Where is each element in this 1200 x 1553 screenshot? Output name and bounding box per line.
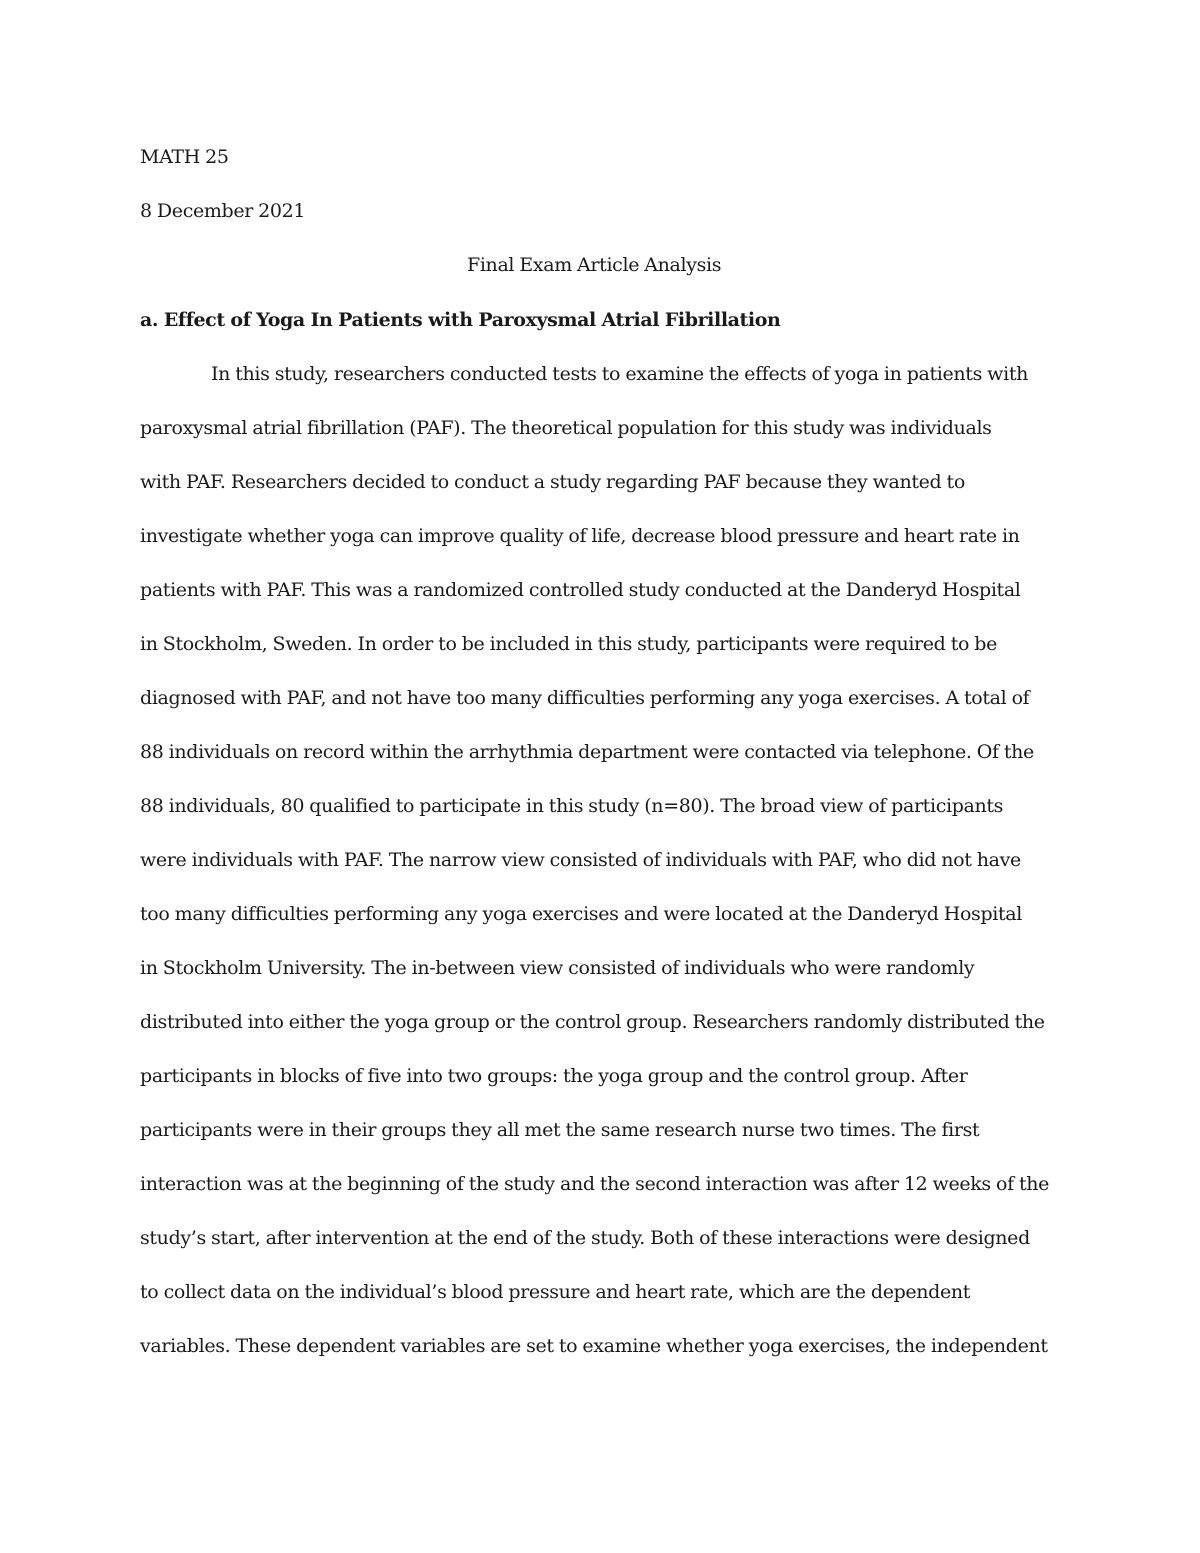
document-date: 8 December 2021	[140, 200, 306, 222]
section-heading: a. Effect of Yoga In Patients with Paroxysmal Atrial Fibrillation	[140, 309, 781, 331]
paragraph-line: paroxysmal atrial fibrillation (PAF). The theoretical population for this study was individuals	[140, 417, 992, 439]
course-name: MATH 25	[140, 146, 229, 168]
paragraph-line: 88 individuals on record within the arrhythmia department were contacted via telephone. Of the	[140, 741, 1034, 763]
paragraph-line: participants were in their groups they all met the same research nurse two times. The first	[140, 1119, 980, 1141]
paragraph-line: with PAF. Researchers decided to conduct a study regarding PAF because they wanted to	[140, 471, 965, 493]
paragraph-line: 88 individuals, 80 qualified to participate in this study (n=80). The broad view of participants	[140, 795, 1004, 817]
paragraph-line: participants in blocks of five into two groups: the yoga group and the control group. After	[140, 1065, 968, 1087]
paragraph-line: diagnosed with PAF, and not have too many difficulties performing any yoga exercises. A total of	[140, 687, 1030, 709]
paragraph-line: patients with PAF. This was a randomized controlled study conducted at the Danderyd Hospital	[140, 579, 1021, 601]
paragraph-line: investigate whether yoga can improve quality of life, decrease blood pressure and heart rate in	[140, 525, 1020, 547]
document-title: Final Exam Article Analysis	[467, 254, 722, 276]
paragraph-line: variables. These dependent variables are set to examine whether yoga exercises, the independent	[140, 1335, 1048, 1357]
paragraph-line: In this study, researchers conducted tests to examine the effects of yoga in patients with	[211, 363, 1028, 385]
paragraph-line: interaction was at the beginning of the study and the second interaction was after 12 weeks of the	[140, 1173, 1050, 1195]
paragraph-line: too many difficulties performing any yoga exercises and were located at the Danderyd Hospital	[140, 903, 1022, 925]
paragraph-line: in Stockholm, Sweden. In order to be included in this study, participants were required to be	[140, 633, 997, 655]
paragraph-line: study’s start, after intervention at the end of the study. Both of these interactions were designed	[140, 1227, 1030, 1249]
paragraph-line: were individuals with PAF. The narrow view consisted of individuals with PAF, who did not have	[140, 849, 1021, 871]
paragraph-line: distributed into either the yoga group or the control group. Researchers randomly distributed the	[140, 1011, 1045, 1033]
paragraph-line: in Stockholm University. The in-between view consisted of individuals who were randomly	[140, 957, 975, 979]
paragraph-line: to collect data on the individual’s blood pressure and heart rate, which are the dependent	[140, 1281, 971, 1303]
